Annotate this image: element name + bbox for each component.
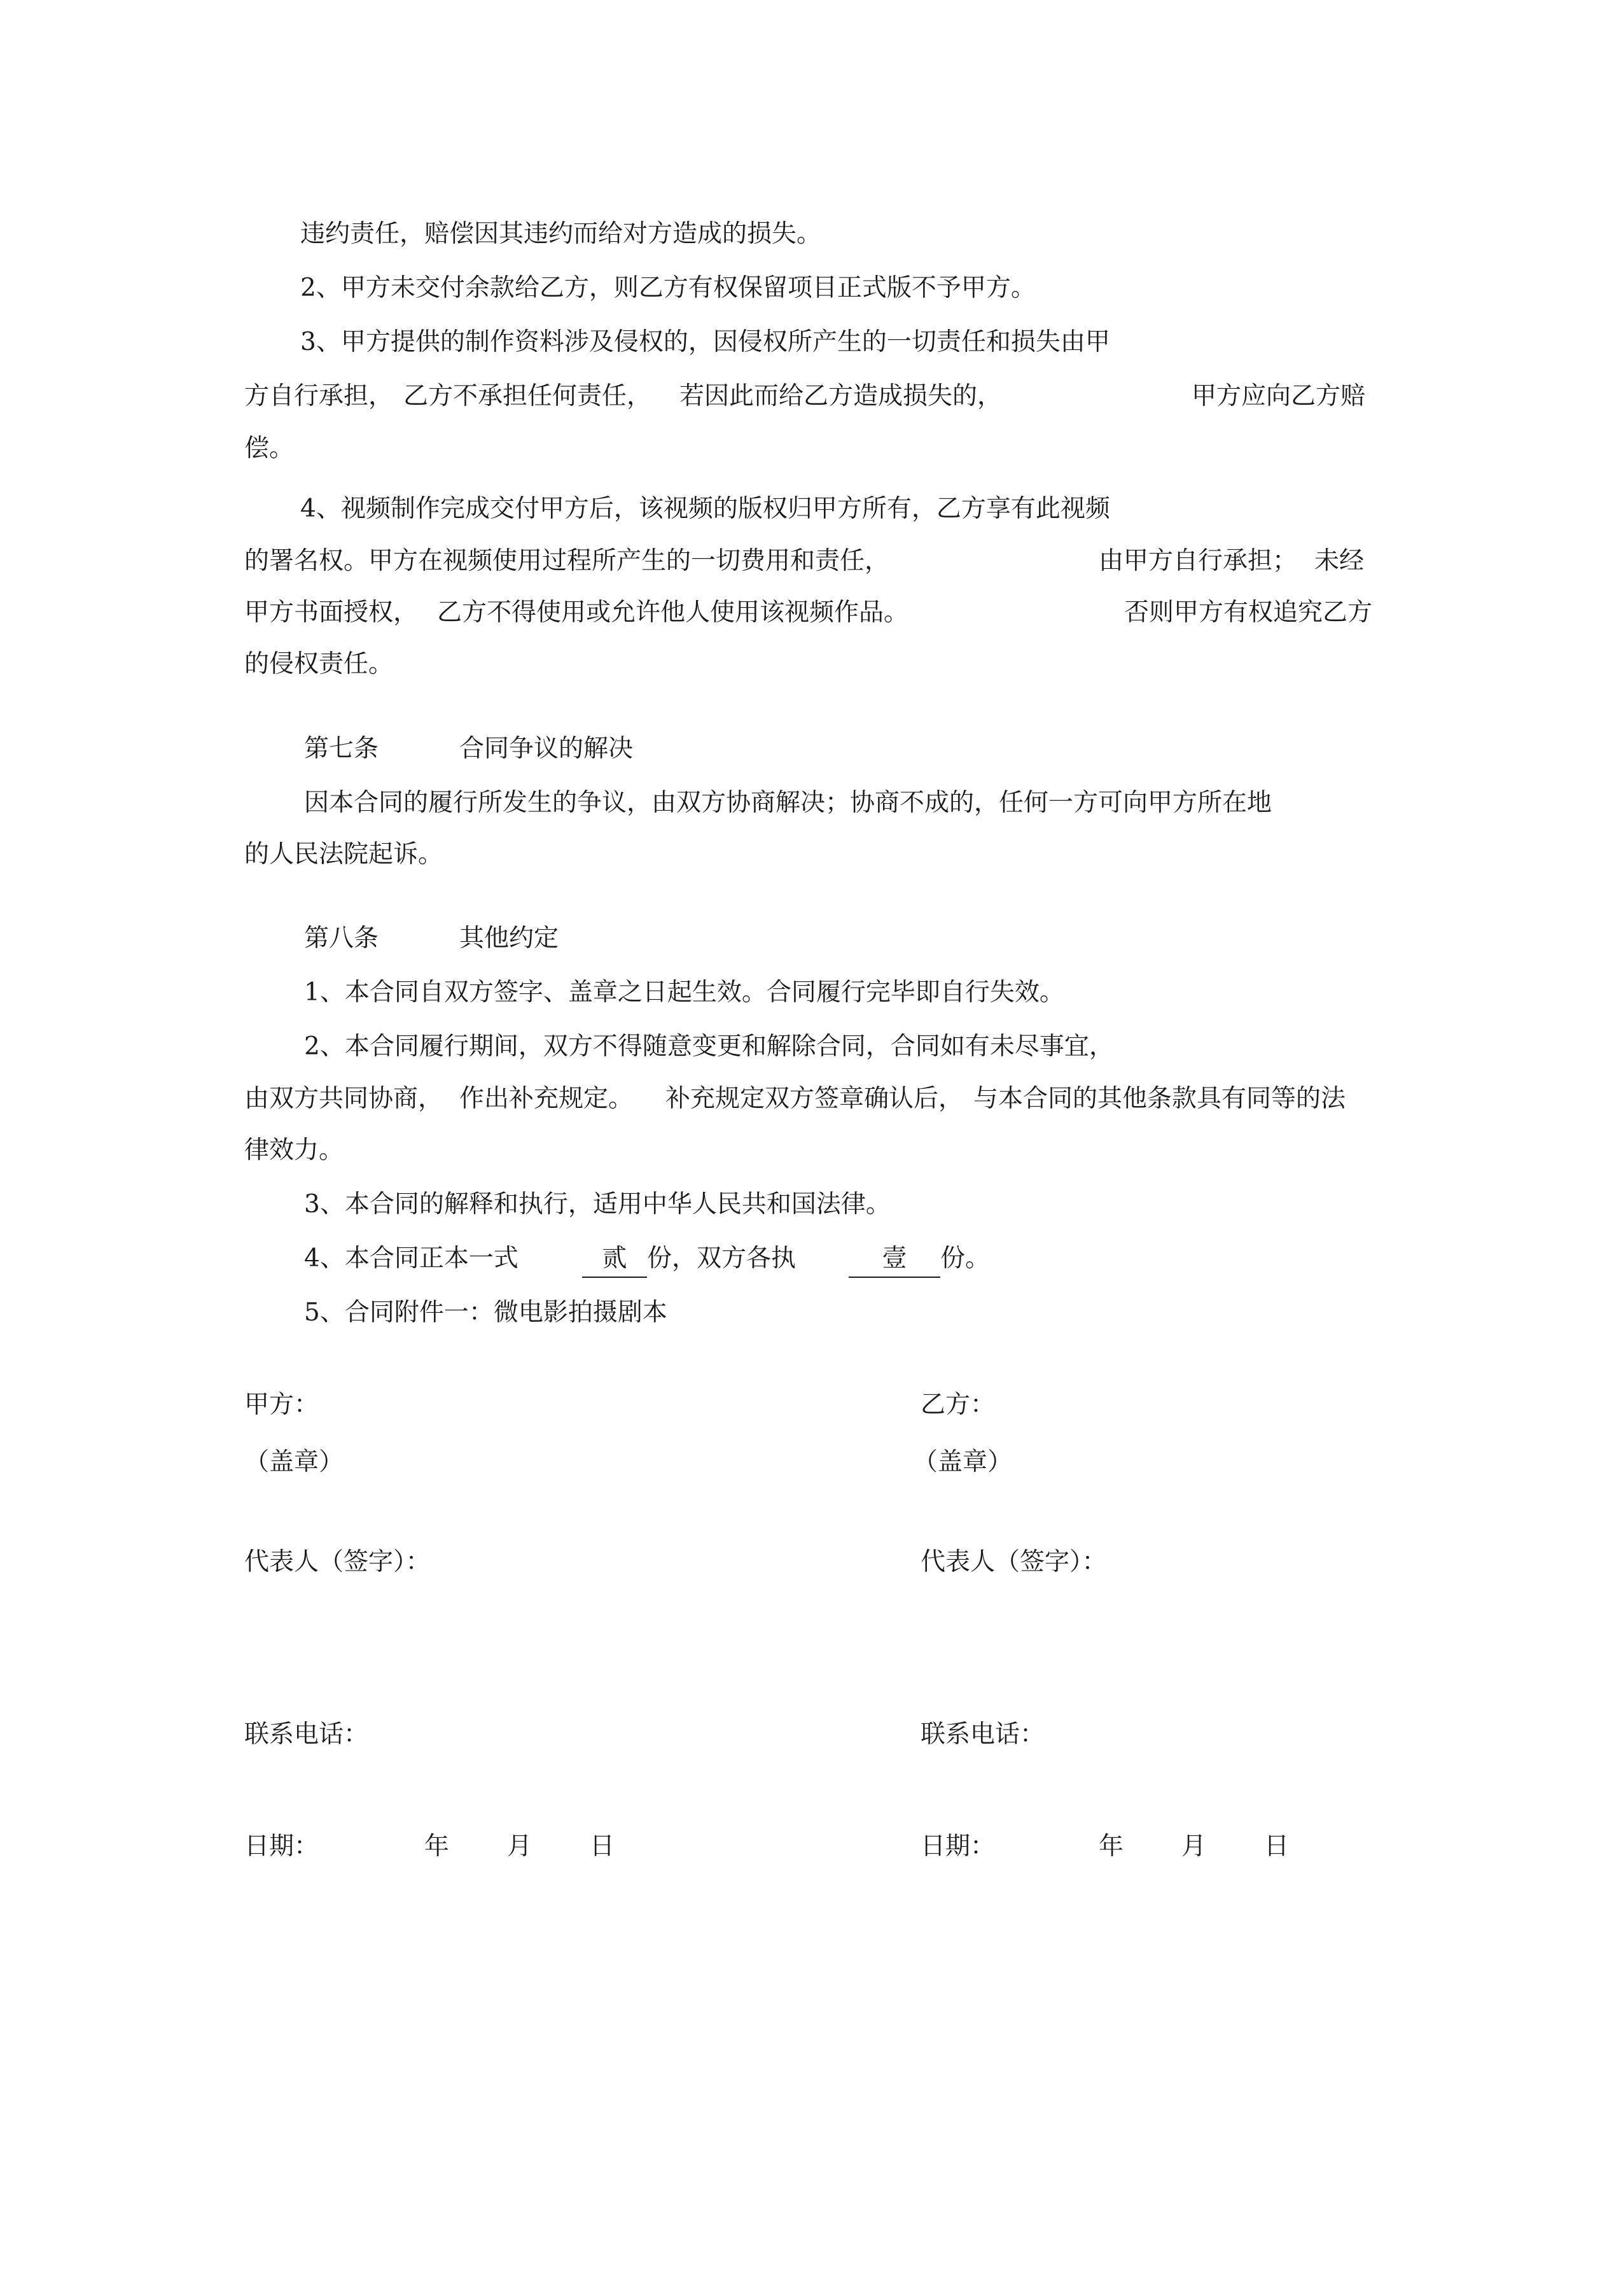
party-b-phone: 联系电话： <box>921 1720 1045 1749</box>
party-b-seal: （盖章） <box>913 1448 1013 1476</box>
party-a-phone: 联系电话： <box>244 1720 369 1749</box>
party-a-date: 日期： <box>244 1832 319 1861</box>
party-b-date: 日期： <box>921 1832 996 1861</box>
party-b-label: 乙方： <box>921 1390 996 1419</box>
party-a-label: 甲方： <box>244 1390 319 1419</box>
party-a-seal: （盖章） <box>244 1448 344 1476</box>
copies-each-field: 壹 <box>849 1240 940 1278</box>
party-b-rep: 代表人（签字）： <box>921 1548 1107 1576</box>
party-a-rep: 代表人（签字）： <box>244 1548 431 1576</box>
copies-total-field: 贰 <box>582 1240 647 1278</box>
